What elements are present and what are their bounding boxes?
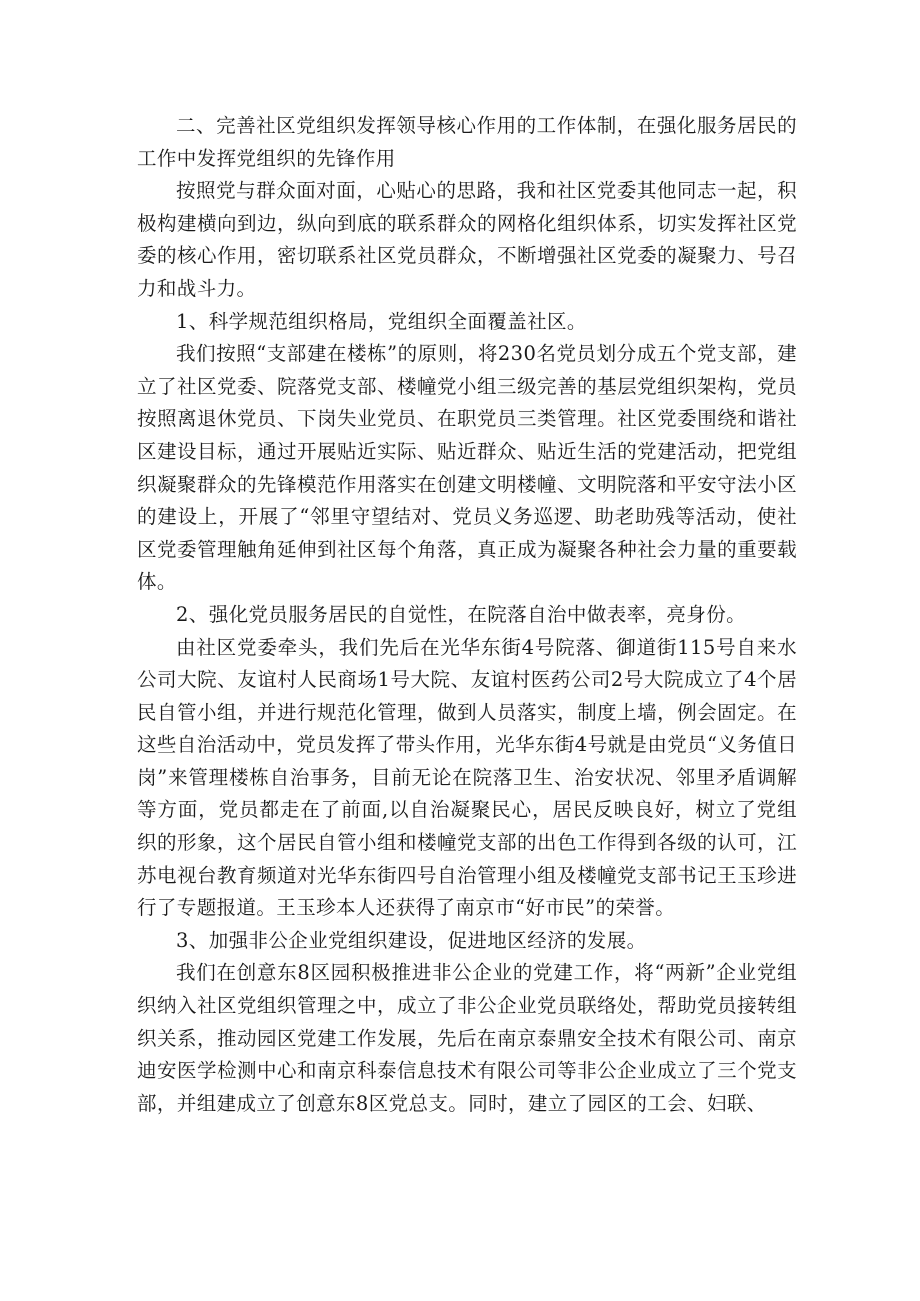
subsection-heading: 3、加强非公企业党组织建设，促进地区经济的发展。 [176, 928, 647, 952]
body-paragraph: 我们按照“支部建在楼栋”的原则，将230名党员划分成五个党支部，建立了社区党委、院落党支部、楼幢党小组三级完善的基层党组织架构，党员按照离退休党员、下岗失业党员、在职党员三类管理。社区党委围绕和谐社区建设目标，通过开展贴近实际、贴近群众、贴近生活的党建活动，把党组织凝聚群众的先锋模范作用落实在创建文明楼幢、文明院落和平安守法小区的建设上，开展了“邻里守望结对、党员义务巡逻、助老助残等活动，使社区党委管理触角延伸到社区每个角落，真正成为凝聚各种社会力量的重要载体。 [137, 342, 797, 594]
subsection-heading: 2、强化党员服务居民的自觉性，在院落自治中做表率，亮身份。 [176, 602, 747, 626]
section-heading: 二、完善社区党组织发挥领导核心作用的工作体制，在强化服务居民的工作中发挥党组织的先锋作用 [137, 114, 797, 170]
body-paragraph: 我们在创意东8区园积极推进非公企业的党建工作，将“两新”企业党组织纳入社区党组织管理之中，成立了非公企业党员联络处，帮助党员接转组织关系，推动园区党建工作发展，先后在南京泰鼎安全技术有限公司、南京迪安医学检测中心和南京科泰信息技术有限公司等非公企业成立了三个党支部，并组建成立了创意东8区党总支。同时，建立了园区的工会、妇联、 [137, 961, 797, 1115]
body-paragraph: 由社区党委牵头，我们先后在光华东街4号院落、御道街115号自来水公司大院、友谊村人民商场1号大院、友谊村医药公司2号大院成立了4个居民自管小组，并进行规范化管理，做到人员落实，制度上墙，例会固定。在这些自治活动中，党员发挥了带头作用，光华东街4号就是由党员“义务值日岗”来管理楼栋自治事务，目前无论在院落卫生、治安状况、邻里矛盾调解等方面，党员都走在了前面,以自治凝聚民心，居民反映良好，树立了党组织的形象，这个居民自管小组和楼幢党支部的出色工作得到各级的认可，江苏电视台教育频道对光华东街四号自治管理小组及楼幢党支部书记王玉珍进行了专题报道。王玉珍本人还获得了南京市“好市民”的荣誉。 [137, 635, 797, 920]
body-paragraph: 按照党与群众面对面，心贴心的思路，我和社区党委其他同志一起，积极构建横向到边，纵向到底的联系群众的网格化组织体系，切实发挥社区党委的核心作用，密切联系社区党员群众，不断增强社区党委的凝聚力、号召力和战斗力。 [137, 179, 797, 300]
subsection-heading: 1、科学规范组织格局，党组织全面覆盖社区。 [176, 309, 587, 333]
document-body [137, 110, 797, 1120]
